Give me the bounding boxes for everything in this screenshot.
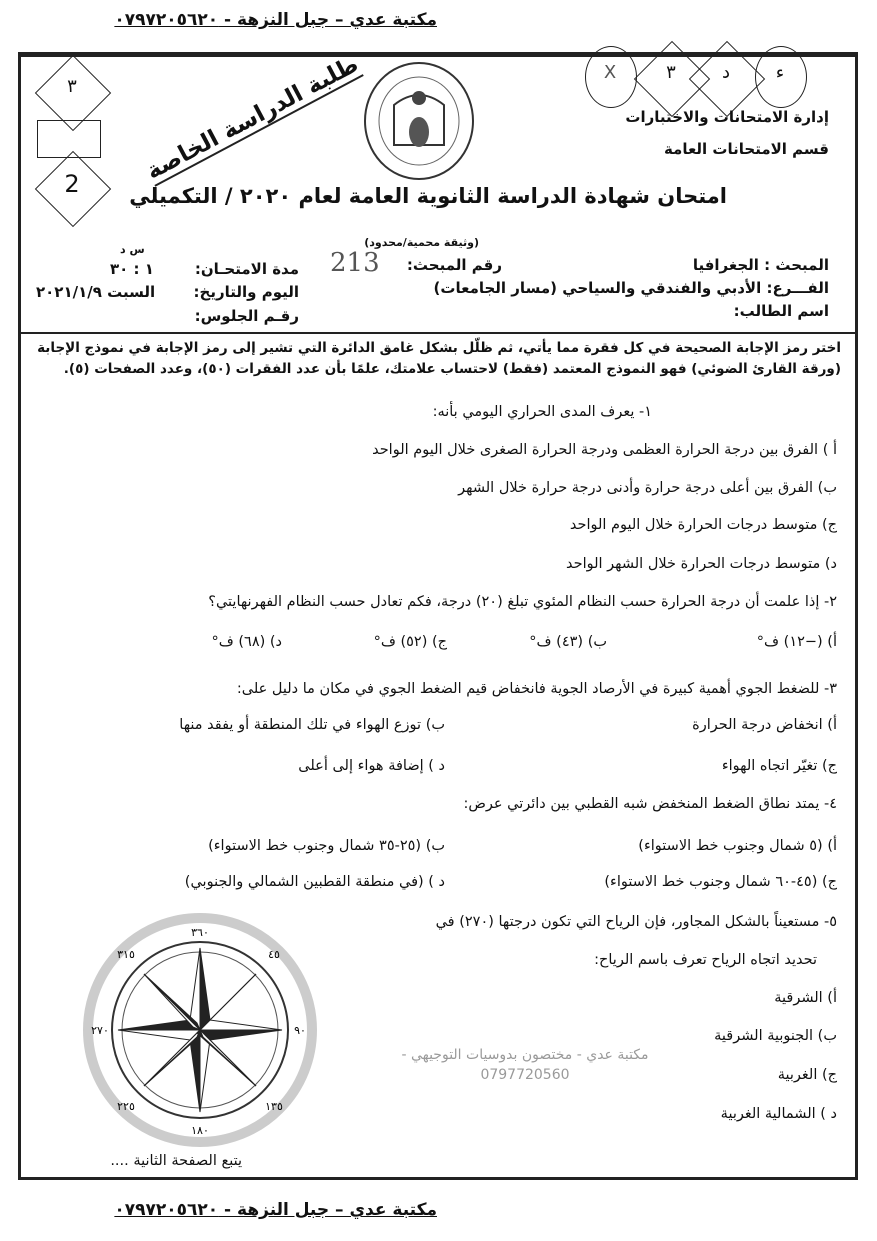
compass-label: ٢٢٥ [117, 1100, 135, 1113]
compass-label: ٤٥ [268, 948, 280, 961]
option: أ) (٥ شمال وجنوب خط الاستواء) [638, 838, 837, 854]
date-label: اليوم والتاريخ: [193, 283, 299, 301]
question-2: ٢- إذا علمت أن درجة الحرارة حسب النظام المئوي تبلغ (٢٠) درجة، فكم تعادل حسب النظام الفهرنهايتي؟ [208, 594, 837, 610]
header-note: مكتبة عدي – جبل النزهة - ٠٧٩٧٢٠٥٦٢٠ [114, 10, 437, 30]
compass-rose-figure [60, 912, 340, 1148]
page-mark-top: ٣ [67, 76, 77, 97]
code-mark: د [721, 62, 730, 83]
option: أ) (−١٢) ف° [756, 634, 837, 650]
question-5-continued: تحديد اتجاه الرياح تعرف باسم الرياح: [594, 952, 817, 968]
question-3: ٣- للضغط الجوي أهمية كبيرة في الأرصاد الجوية فانخفاض قيم الضغط الجوي في مكان ما دليل على: [236, 681, 837, 697]
duration-value: ١ : ٣٠ [110, 260, 154, 278]
code-mark: ء [775, 62, 785, 83]
compass-label: ٩٠ [294, 1024, 306, 1037]
department-name: إدارة الامتحانات والاختبارات [625, 108, 829, 126]
section-name: قسم الامتحانات العامة [663, 140, 829, 158]
option: د) متوسط درجات الحرارة خلال الشهر الواحد [566, 556, 837, 572]
instructions [36, 338, 841, 380]
exam-title: امتحان شهادة الدراسة الثانوية العامة لعام ٢٠٢٠ / التكميلي [129, 184, 727, 208]
option: أ) انخفاض درجة الحرارة [692, 717, 837, 733]
continue-note: يتبع الصفحة الثانية .... [110, 1153, 242, 1169]
question-1: ١- يعرف المدى الحراري اليومي بأنه: [432, 404, 652, 420]
student-name-label: اسم الطالب: [733, 302, 829, 320]
option: أ) الشرقية [774, 990, 837, 1006]
compass-label: ٢٧٠ [91, 1024, 109, 1037]
option: ج) تغيّر اتجاه الهواء [721, 758, 837, 774]
option: د ) إضافة هواء إلى أعلى [298, 758, 445, 774]
compass-label: ١٨٠ [191, 1124, 209, 1137]
subject-number-value: 213 [330, 248, 380, 278]
divider [18, 332, 858, 334]
option: ب) الجنوبية الشرقية [714, 1028, 837, 1044]
option: ب) (٢٥-٣٥ شمال وجنوب خط الاستواء) [208, 838, 445, 854]
option: ج) متوسط درجات الحرارة خلال اليوم الواحد [569, 517, 837, 533]
question-4: ٤- يمتد نطاق الضغط المنخفض شبه القطبي بين دائرتي عرض: [463, 796, 837, 812]
question-5: ٥- مستعيناً بالشكل المجاور، فإن الرياح التي تكون درجتها (٢٧٠) في [435, 914, 837, 930]
option: د) (٦٨) ف° [211, 634, 282, 650]
private-study-stamp: طلبة الدراسة الخاصة [142, 51, 363, 185]
duration-label: مدة الامتحـان: [194, 260, 299, 278]
code-mark: X [603, 62, 617, 83]
option: ج) (٤٥-٦٠ شمال وجنوب خط الاستواء) [604, 874, 837, 890]
ministry-seal-logo [362, 60, 476, 182]
document-status: (وثيقة محمية/محدود) [364, 236, 479, 249]
option: ب) توزع الهواء في تلك المنطقة أو يفقد منها [179, 717, 445, 733]
compass-label: ٣٦٠ [191, 926, 209, 939]
option: د ) (في منطقة القطبين الشمالي والجنوبي) [184, 874, 445, 890]
compass-label: ١٣٥ [265, 1100, 283, 1113]
option: د ) الشمالية الغربية [720, 1106, 837, 1122]
option: ب) (٤٣) ف° [529, 634, 607, 650]
duration-units: س د [120, 243, 145, 256]
option: ج) (٥٢) ف° [373, 634, 447, 650]
option: ج) الغربية [777, 1067, 837, 1083]
option: ب) الفرق بين أعلى درجة حرارة وأدنى درجة حرارة خلال الشهر [458, 480, 837, 496]
date-value: السبت ٢٠٢١/١/٩ [36, 283, 156, 301]
page-mark-bottom: 2 [64, 170, 80, 198]
option: أ ) الفرق بين درجة الحرارة العظمى ودرجة الحرارة الصغرى خلال اليوم الواحد [372, 442, 837, 458]
page-mark-box [37, 120, 101, 158]
subject-number-label: رقم المبحث: [406, 256, 502, 274]
subject: المبحث : الجغرافيا [692, 256, 829, 274]
footer-note: مكتبة عدي – جبل النزهة - ٠٧٩٧٢٠٥٦٢٠ [114, 1200, 437, 1220]
branch: الفـــرع: الأدبي والفندقي والسياحي (مسار الجامعات) [433, 279, 829, 297]
code-mark: ٣ [666, 62, 676, 83]
instructions-line: اختر رمز الإجابة الصحيحة في كل فقرة مما يأتي، ثم ظلّل بشكل غامق الدائرة التي تشير إلى رمز الإجابة في نموذج الإجابة [37, 340, 841, 356]
instructions-line: (ورقة القارئ الضوئي) فهو النموذج المعتمد (فقط) لاحتساب علامتك، علمًا بأن عدد الفقرات (٥٠)، وعدد الصفحات (٥). [63, 361, 841, 377]
compass-label: ٣١٥ [117, 948, 135, 961]
watermark: مكتبة عدي - مختصون بدوسيات التوجيهي - 0797720560 [401, 1047, 649, 1083]
seat-number-label: رقـم الجلوس: [194, 307, 299, 325]
